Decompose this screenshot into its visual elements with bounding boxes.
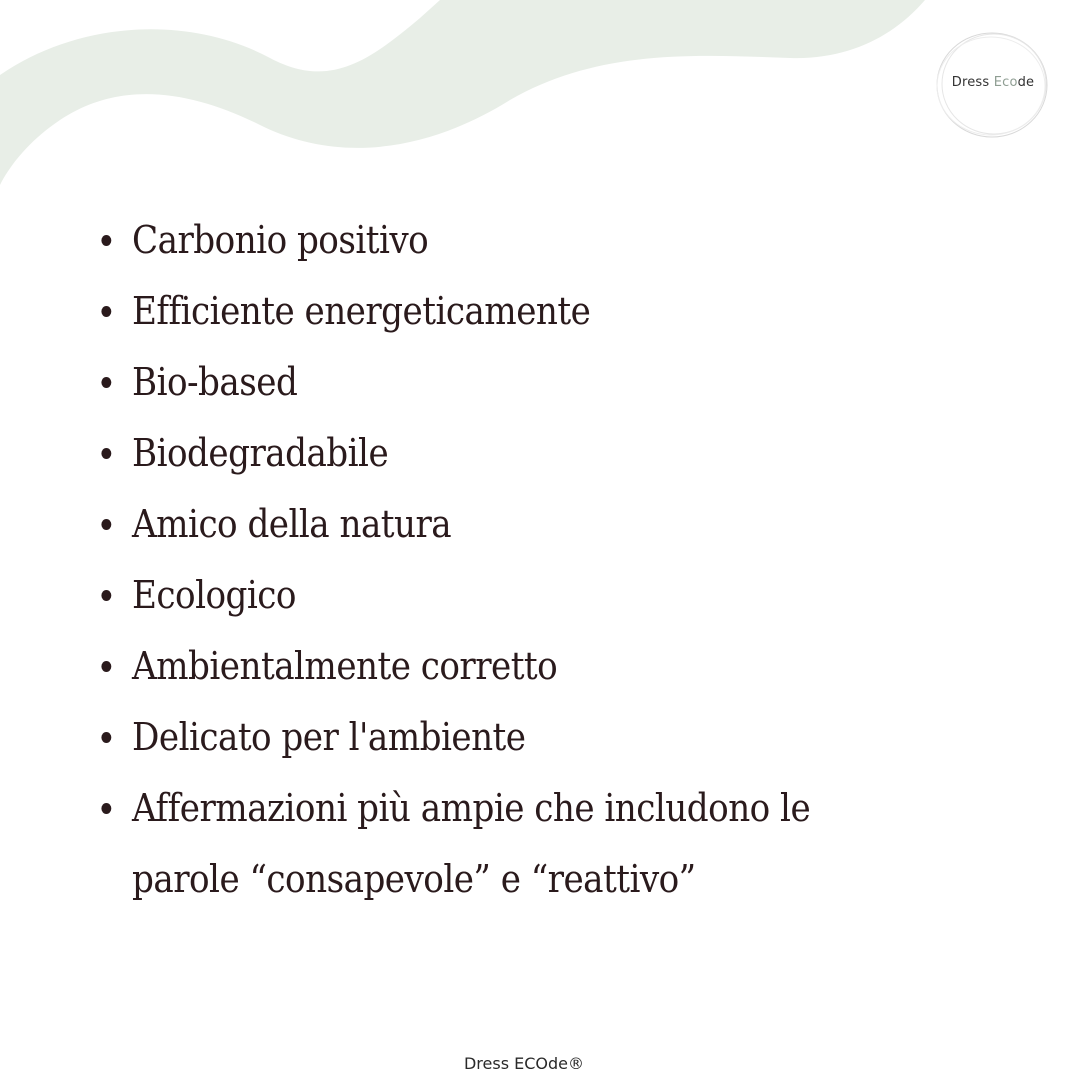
list-item xyxy=(96,489,906,560)
bullet-icon xyxy=(101,235,111,246)
logo-text-dress: Dress xyxy=(951,75,994,90)
bullet-icon xyxy=(101,377,111,388)
logo-text-eco: Eco xyxy=(993,75,1018,90)
list-item-text: Biodegradabile xyxy=(132,431,389,475)
list-item-text: Ambientalmente corretto xyxy=(132,644,558,688)
list-item xyxy=(96,773,888,915)
bullet-icon xyxy=(101,590,111,601)
wave-shape xyxy=(0,0,925,185)
bullet-icon xyxy=(101,661,111,672)
list-item xyxy=(96,560,906,631)
list-item xyxy=(96,276,906,347)
list-item-text: Carbonio positivo xyxy=(132,218,429,262)
list-item-text: Delicato per l'ambiente xyxy=(132,715,526,759)
bullet-icon xyxy=(101,803,111,814)
decorative-wave xyxy=(0,0,1080,200)
logo-text xyxy=(934,75,1052,90)
bullet-icon xyxy=(101,306,111,317)
list-item xyxy=(96,702,906,773)
list-item-text: Affermazioni più ampie che includono le parole “consapevole” e “reattivo” xyxy=(132,786,811,901)
bullet-icon xyxy=(101,448,111,459)
list-item-text: Ecologico xyxy=(132,573,296,617)
bullet-icon xyxy=(101,732,111,743)
list-item-text: Bio-based xyxy=(132,360,298,404)
list-item xyxy=(96,205,906,276)
brand-logo xyxy=(934,30,1052,140)
claims-list xyxy=(96,205,996,915)
bullet-icon xyxy=(101,519,111,530)
list-item xyxy=(96,631,906,702)
list-item xyxy=(96,418,906,489)
list-item-text: Efficiente energeticamente xyxy=(132,289,591,333)
footer-brand: Dress ECOde® xyxy=(463,1054,585,1073)
list-item xyxy=(96,347,906,418)
logo-text-de: de xyxy=(1017,75,1035,90)
list-item-text: Amico della natura xyxy=(132,502,452,546)
